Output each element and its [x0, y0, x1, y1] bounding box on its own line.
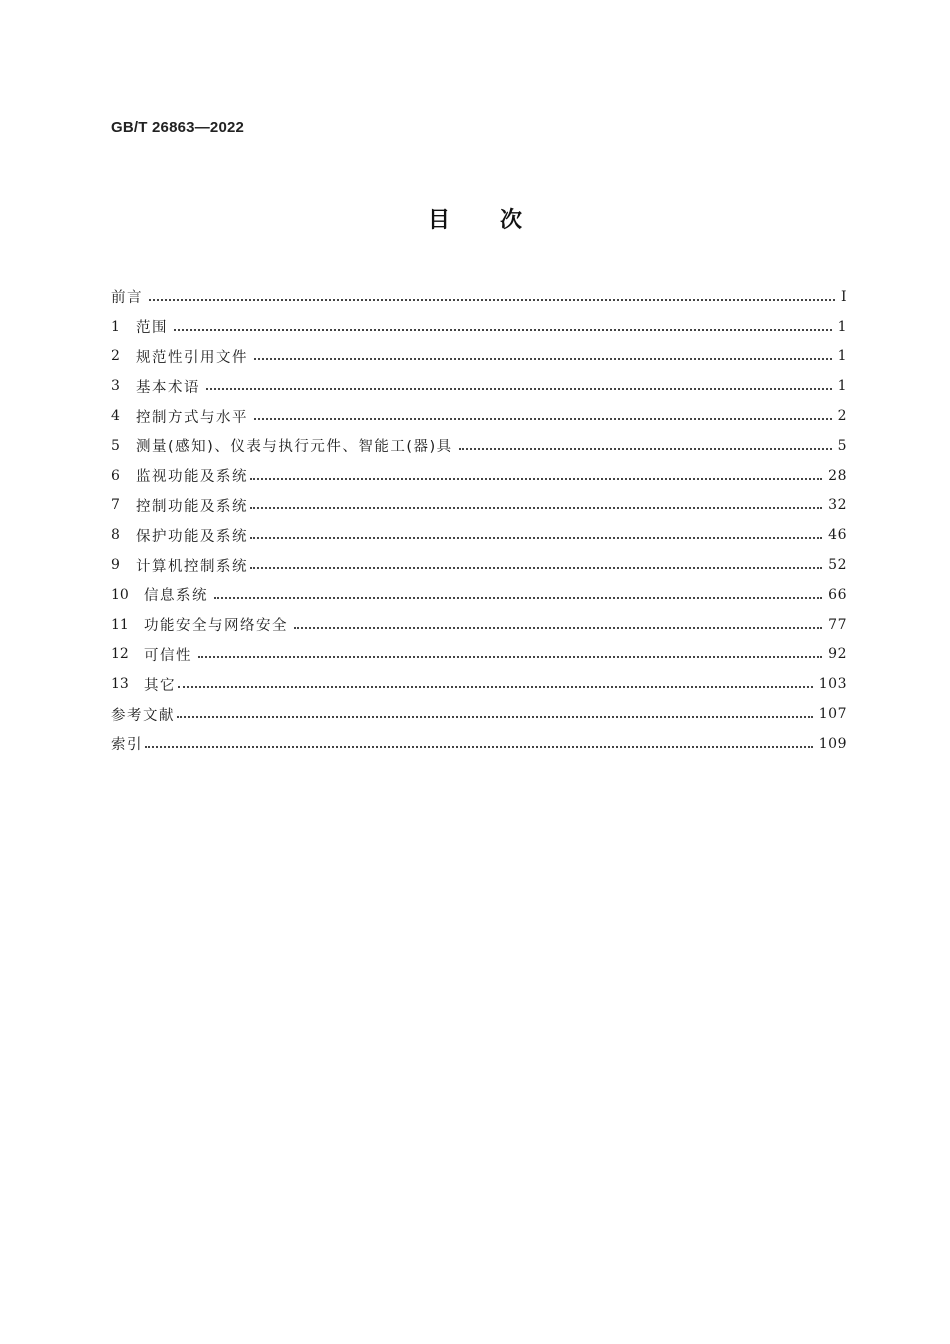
toc-entry-10[interactable]: [111, 580, 847, 610]
toc-leader-dots: [459, 434, 832, 450]
toc-entry-number: 7: [111, 497, 120, 514]
toc-entry-bibliography[interactable]: [111, 699, 847, 729]
toc-entry-index[interactable]: [111, 729, 847, 759]
toc-entry-page: 1: [837, 318, 847, 335]
toc-entry-label: 控制方式与水平: [136, 409, 248, 426]
toc-entry-1[interactable]: [111, 312, 847, 342]
toc-entry-page: 109: [818, 735, 847, 752]
toc-entry-number: 2: [111, 348, 120, 365]
toc-leader-dots: [250, 493, 822, 509]
toc-entry-page: 32: [828, 497, 847, 514]
toc-entry-label: 测量(感知)、仪表与执行元件、智能工(器)具: [136, 439, 453, 456]
toc-leader-dots: [174, 315, 832, 331]
toc-entry-label: 监视功能及系统: [136, 469, 248, 486]
toc-leader-dots: [178, 672, 813, 688]
toc-entry-label: 信息系统: [144, 588, 208, 605]
toc-entry-number: 8: [111, 527, 120, 544]
toc-entry-page: 66: [828, 586, 847, 603]
page-title: 目次: [427, 208, 572, 233]
toc-entry-11[interactable]: [111, 610, 847, 640]
toc-leader-dots: [149, 285, 835, 301]
standard-code: GB/T 26863—2022: [111, 119, 245, 136]
toc-entry-number: 4: [111, 408, 120, 425]
toc-entry-label: 范围: [136, 320, 168, 337]
toc-entry-page: 5: [837, 437, 847, 454]
toc-entry-7[interactable]: [111, 491, 847, 521]
toc-leader-dots: [250, 464, 822, 480]
toc-entry-13[interactable]: [111, 669, 847, 699]
toc-entry-label: 前言: [111, 290, 143, 307]
toc-entry-page: 107: [818, 706, 847, 723]
toc-entry-page: 1: [837, 348, 847, 365]
toc-entry-label: 可信性: [144, 647, 192, 664]
toc-entry-label: 计算机控制系统: [136, 558, 248, 575]
toc-entry-number: 11: [111, 616, 129, 633]
toc-entry-page: 52: [828, 557, 847, 574]
toc-entry-page: 103: [818, 676, 847, 693]
toc-entry-3[interactable]: [111, 371, 847, 401]
toc-leader-dots: [145, 732, 813, 748]
toc-leader-dots: [254, 344, 832, 360]
toc-leader-dots: [250, 553, 822, 569]
toc-entry-number: 13: [111, 676, 129, 693]
toc-entry-label: 其它: [144, 677, 176, 694]
toc-entry-label: 保护功能及系统: [136, 528, 248, 545]
toc-entry-label: 参考文献: [111, 707, 175, 724]
toc-entry-number: 3: [111, 378, 120, 395]
toc-entry-page: 46: [828, 527, 847, 544]
toc-leader-dots: [198, 642, 822, 658]
toc-leader-dots: [206, 374, 832, 390]
toc-entry-5[interactable]: [111, 431, 847, 461]
toc-leader-dots: [214, 583, 822, 599]
table-of-contents: [111, 282, 847, 759]
toc-entry-foreword[interactable]: [111, 282, 847, 312]
toc-leader-dots: [294, 613, 822, 629]
toc-entry-number: 1: [111, 318, 120, 335]
toc-entry-2[interactable]: [111, 342, 847, 372]
toc-entry-page: 2: [837, 408, 847, 425]
toc-leader-dots: [254, 404, 832, 420]
toc-entry-number: 12: [111, 646, 129, 663]
toc-entry-label: 基本术语: [136, 379, 200, 396]
toc-entry-label: 控制功能及系统: [136, 498, 248, 515]
toc-entry-page: 1: [837, 378, 847, 395]
toc-entry-number: 9: [111, 557, 120, 574]
toc-entry-9[interactable]: [111, 550, 847, 580]
toc-entry-number: 6: [111, 467, 120, 484]
toc-leader-dots: [250, 523, 822, 539]
toc-entry-number: 5: [111, 437, 120, 454]
toc-entry-page: 28: [828, 467, 847, 484]
toc-entry-page: 92: [828, 646, 847, 663]
toc-entry-label: 索引: [111, 737, 143, 754]
toc-entry-number: 10: [111, 586, 129, 603]
toc-entry-page: I: [840, 288, 847, 305]
toc-entry-4[interactable]: [111, 401, 847, 431]
toc-entry-12[interactable]: [111, 640, 847, 670]
toc-entry-label: 功能安全与网络安全: [144, 618, 288, 635]
toc-leader-dots: [177, 702, 813, 718]
toc-entry-8[interactable]: [111, 520, 847, 550]
toc-entry-page: 77: [828, 616, 847, 633]
toc-entry-6[interactable]: [111, 461, 847, 491]
toc-entry-label: 规范性引用文件: [136, 349, 248, 366]
